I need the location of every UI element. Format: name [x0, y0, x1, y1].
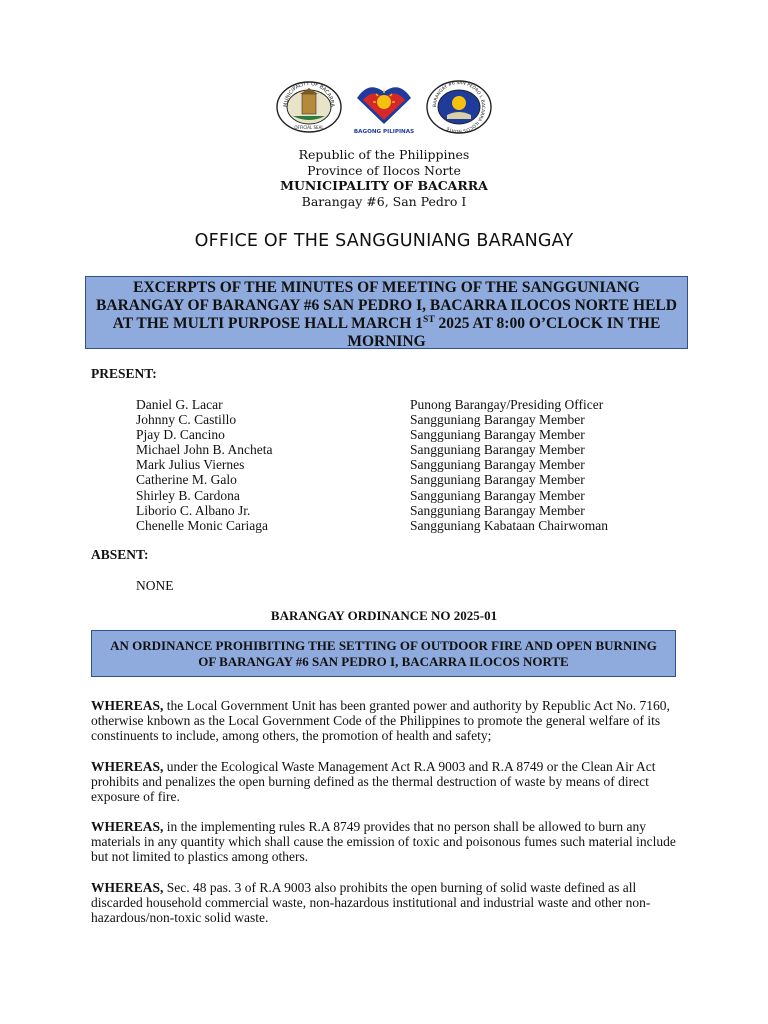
barangay-seal-ring-text: BARANGAY #6 SAN PEDRO I, BACARRA ILOCOS NORTE — [432, 80, 486, 134]
header-municipality: MUNICIPALITY OF BACARRA — [280, 178, 488, 193]
whereas-paragraph — [91, 819, 679, 864]
header-barangay: Barangay #6, San Pedro I — [301, 193, 467, 209]
attendee-position: Sangguniang Barangay Member — [410, 472, 585, 488]
office-title: OFFICE OF THE SANGGUNIANG BARANGAY — [194, 231, 574, 251]
attendee-row — [136, 427, 676, 442]
minutes-excerpt-box — [85, 276, 688, 349]
ordinance-title-box — [91, 630, 676, 677]
barangay-seal-icon — [425, 79, 493, 135]
attendee-row — [136, 488, 676, 503]
attendee-name: Chenelle Monic Cariaga — [136, 517, 268, 533]
attendee-row — [136, 412, 676, 427]
whereas-lead: WHEREAS, — [91, 880, 164, 895]
minutes-excerpt-text-after: 2025 AT 8:00 O’CLOCK IN THE MORNING — [347, 315, 661, 350]
attendee-row — [136, 503, 676, 518]
minutes-excerpt-sup: ST — [423, 314, 435, 325]
header-republic: Republic of the Philippines — [298, 147, 470, 162]
attendee-position: Sangguniang Barangay Member — [410, 487, 585, 503]
attendee-position: Sangguniang Barangay Member — [410, 457, 585, 473]
municipality-seal-icon — [275, 80, 343, 134]
header-seals — [0, 78, 768, 136]
attendee-name: Liborio C. Albano Jr. — [136, 502, 251, 518]
attendee-position: Sangguniang Barangay Member — [410, 502, 585, 518]
whereas-paragraph — [91, 880, 679, 925]
minutes-excerpt-text: EXCERPTS OF THE MINUTES OF MEETING OF THE SANGGUNIANG BARANGAY OF BARANGAY #6 SAN PEDRO I, BACARRA ILOCOS NORTE HELD AT THE MULTI PURPOSE HALL MARCH 1 — [96, 279, 677, 332]
attendee-row — [136, 397, 676, 412]
header-province: Province of Ilocos Norte — [307, 162, 461, 178]
attendee-name: Johnny C. Castillo — [136, 412, 237, 428]
municipality-seal-ring-text: MUNICIPALITY OF BACARRA — [282, 80, 336, 108]
attendee-position: Sangguniang Kabataan Chairwoman — [410, 517, 608, 533]
present-label: PRESENT: — [91, 366, 157, 381]
attendee-row — [136, 442, 676, 457]
whereas-paragraph — [91, 759, 679, 804]
ordinance-number: BARANGAY ORDINANCE NO 2025-01 — [270, 608, 498, 623]
municipality-seal-label: OFFICIAL SEAL — [294, 125, 324, 130]
whereas-text: under the Ecological Waste Management Act R.A 9003 and R.A 8749 or the Clean Air Act prohibits and penalizes the open burning defined as the thermal destruction of waste by means of direct exposure of fire. — [91, 759, 656, 805]
attendee-name: Mark Julius Viernes — [136, 457, 245, 473]
attendee-position: Punong Barangay/Presiding Officer — [410, 397, 604, 412]
present-list — [136, 397, 676, 533]
whereas-lead: WHEREAS, — [91, 819, 164, 834]
attendee-name: Shirley B. Cardona — [136, 487, 240, 503]
ordinance-title: AN ORDINANCE PROHIBITING THE SETTING OF OUTDOOR FIRE AND OPEN BURNING OF BARANGAY #6 SAN PEDRO I, BACARRA ILOCOS NORTE — [110, 638, 657, 669]
attendee-position: Sangguniang Barangay Member — [410, 412, 585, 428]
bagong-pilipinas-text: BAGONG PILIPINAS — [353, 129, 415, 135]
attendee-name: Michael John B. Ancheta — [136, 442, 273, 458]
whereas-text: in the implementing rules R.A 8749 provides that no person shall be allowed to burn any materials in any quantity which shall cause the emission of toxic and poisonous fumes such material include but not limited to plastics among others. — [91, 819, 676, 865]
bagong-pilipinas-logo-icon — [349, 78, 419, 136]
whereas-paragraph — [91, 698, 679, 743]
attendee-row — [136, 518, 676, 533]
attendee-name: Daniel G. Lacar — [136, 397, 223, 412]
attendee-name: Pjay D. Cancino — [136, 427, 225, 443]
whereas-text: Sec. 48 pas. 3 of R.A 9003 also prohibits the open burning of solid waste defined as all discarded household commercial waste, non-hazardous institutional and industrial waste and other non-hazardous/non-toxic solid waste. — [91, 880, 651, 926]
whereas-text: the Local Government Unit has been granted power and authority by Republic Act No. 7160, otherwise knbown as the Local Government Code of the Philippines to promote the general welfare of its constinuents to include, among others, the promotion of health and safety; — [91, 698, 670, 744]
absent-label: ABSENT: — [91, 547, 149, 562]
attendee-name: Catherine M. Galo — [136, 472, 237, 488]
absent-value: NONE — [136, 578, 174, 593]
attendee-row — [136, 472, 676, 487]
attendee-position: Sangguniang Barangay Member — [410, 442, 585, 458]
whereas-lead: WHEREAS, — [91, 759, 164, 774]
letterhead — [0, 147, 768, 209]
whereas-lead: WHEREAS, — [91, 698, 164, 713]
attendee-position: Sangguniang Barangay Member — [410, 427, 585, 443]
attendee-row — [136, 457, 676, 472]
